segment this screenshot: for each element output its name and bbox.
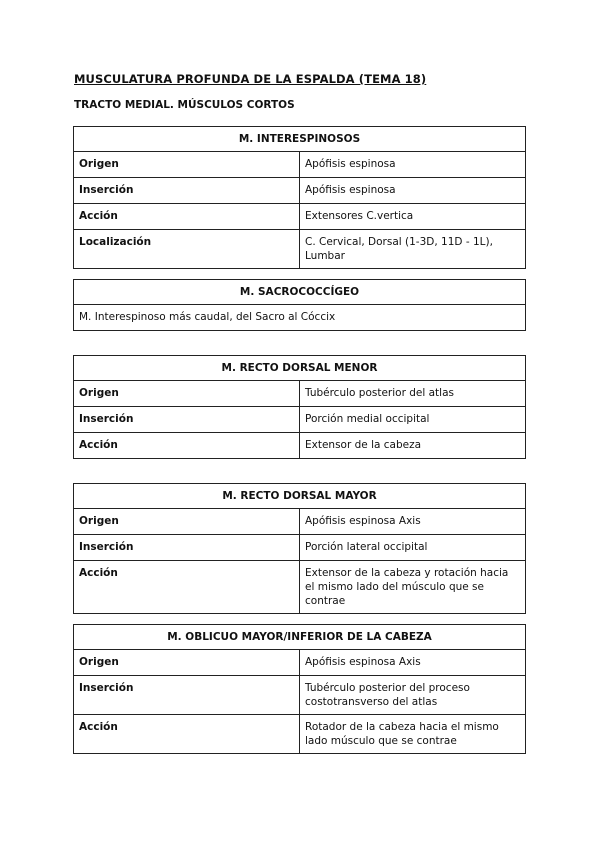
row-label: Inserción: [74, 676, 300, 715]
table-row: [74, 650, 526, 676]
row-label: Inserción: [74, 178, 300, 204]
table-recto-dorsal-mayor: [73, 483, 526, 614]
table-sacrococcigeo: [73, 279, 526, 331]
row-value: Apófisis espinosa Axis: [300, 509, 526, 535]
row-label: Origen: [74, 152, 300, 178]
table-row: [74, 676, 526, 715]
table-title: M. RECTO DORSAL MENOR: [74, 356, 526, 381]
row-value: Porción lateral occipital: [300, 535, 526, 561]
table-row: [74, 535, 526, 561]
page-title: MUSCULATURA PROFUNDA DE LA ESPALDA (TEMA 18): [74, 72, 427, 86]
table-title: M. OBLICUO MAYOR/INFERIOR DE LA CABEZA: [74, 625, 526, 650]
table-title: M. INTERESPINOSOS: [74, 127, 526, 152]
table-row: [74, 178, 526, 204]
table-row: [74, 305, 526, 331]
row-value: Apófisis espinosa: [300, 178, 526, 204]
row-value: Tubérculo posterior del atlas: [300, 381, 526, 407]
table-row: [74, 433, 526, 459]
row-label: Inserción: [74, 407, 300, 433]
row-value: Rotador de la cabeza hacia el mismo lado músculo que se contrae: [300, 715, 526, 754]
table-interespinosos: [73, 126, 526, 269]
row-label: Acción: [74, 204, 300, 230]
table-title: M. RECTO DORSAL MAYOR: [74, 484, 526, 509]
row-value: Extensor de la cabeza: [300, 433, 526, 459]
row-label: Inserción: [74, 535, 300, 561]
table-title: M. SACROCOCCÍGEO: [74, 280, 526, 305]
row-label: Origen: [74, 509, 300, 535]
table-row: [74, 407, 526, 433]
table-row: [74, 152, 526, 178]
table-row: [74, 509, 526, 535]
row-value: Apófisis espinosa Axis: [300, 650, 526, 676]
table-row: [74, 561, 526, 614]
row-label: Origen: [74, 650, 300, 676]
row-label: Localización: [74, 230, 300, 269]
table-oblicuo-mayor: [73, 624, 526, 754]
row-label: Acción: [74, 561, 300, 614]
row-value: Tubérculo posterior del proceso costotransverso del atlas: [300, 676, 526, 715]
table-row: [74, 230, 526, 269]
row-label: Acción: [74, 433, 300, 459]
row-label: Origen: [74, 381, 300, 407]
row-value: Porción medial occipital: [300, 407, 526, 433]
row-value: C. Cervical, Dorsal (1-3D, 11D - 1L), Lumbar: [300, 230, 526, 269]
table-row: [74, 381, 526, 407]
table-recto-dorsal-menor: [73, 355, 526, 459]
row-value: M. Interespinoso más caudal, del Sacro al Cóccix: [74, 305, 526, 331]
table-row: [74, 715, 526, 754]
row-value: Apófisis espinosa: [300, 152, 526, 178]
table-row: [74, 204, 526, 230]
section-subtitle: TRACTO MEDIAL. MÚSCULOS CORTOS: [74, 99, 295, 111]
row-label: Acción: [74, 715, 300, 754]
row-value: Extensor de la cabeza y rotación hacia el mismo lado del músculo que se contrae: [300, 561, 526, 614]
row-value: Extensores C.vertica: [300, 204, 526, 230]
